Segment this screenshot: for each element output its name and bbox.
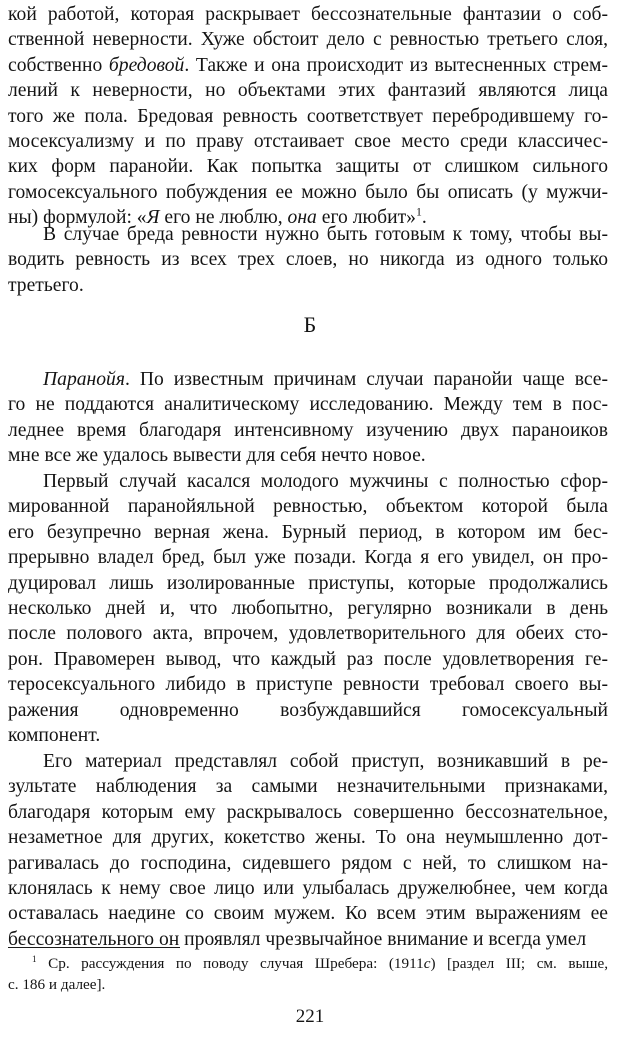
footnote-divider	[8, 947, 180, 948]
italic-run: Я	[146, 207, 160, 229]
text-line: третьего.	[8, 274, 84, 296]
text-line: В случае бреда ревности нужно быть готовым к тому, чтобы вы-	[43, 224, 608, 245]
text-line: ражения одновременно возбуждавшийся гомосексуальный	[8, 699, 608, 721]
section-heading: Б	[303, 312, 317, 337]
text-line: ственной неверности. Хуже обстоит дело с ревностью третьего слоя,	[8, 29, 608, 51]
text-line: компонент.	[8, 724, 101, 746]
footnote-marker: 1	[415, 205, 422, 219]
text-line: с. 186 и далее].	[8, 976, 106, 993]
text-line: бессознательного он проявлял чрезвычайное внимание и всегда умел	[8, 928, 587, 950]
text-line: мированной паранойяльной ревностью, объектом которой была	[8, 496, 608, 518]
italic-run: бредовой	[108, 54, 185, 76]
paragraph-2	[8, 222, 608, 298]
text-line: кой работой, которая раскрывает бессознательные фантазии о соб-	[8, 4, 608, 25]
text-line: Первый случай касался молодого мужчины с полностью сфор-	[43, 471, 608, 492]
text-line: Его материал представлял собой приступ, возникавший в ре-	[43, 751, 608, 772]
paragraph-4	[8, 469, 608, 748]
text-line: оставалась наедине со своим мужем. Ко всем этим выражениям ее	[8, 903, 608, 925]
page-number: 221	[295, 1006, 325, 1027]
italic-run: Паранойя	[43, 369, 125, 390]
text-line: прерывно владел бред, был уже позади. Когда я его увидел, он про-	[8, 547, 608, 569]
text-line: благодаря которым ему раскрывалось совершенно бессознательное,	[8, 801, 608, 823]
text-line: ких форм паранойи. Как попытка защиты от слишком сильного	[8, 156, 608, 178]
text-line: рагивалась до господина, сидевшего рядом с ней, то слишком на-	[8, 852, 608, 874]
paragraph-1	[8, 2, 608, 231]
text-line: собственно бредовой. Также и она происходит из вытесненных стрем-	[8, 54, 608, 76]
text-line: $^1$ Ср. рассуждения по поводу случая Шребера: (1911c) [раздел III; см. выше,	[32, 953, 608, 972]
text-line: незаметное для других, кокетство жены. То она неумышленно дот-	[8, 827, 608, 849]
footnote	[8, 953, 608, 995]
text-line: его безупречно верная жена. Бурный период, в котором им бес-	[8, 521, 608, 543]
text-line: го не поддаются аналитическому исследованию. Между тем в пос-	[8, 394, 608, 416]
text-line: несколько дней и, что любопытно, регулярно возникали в день	[8, 597, 608, 619]
text-line: гомосексуального побуждения ее можно было бы описать (у мужчи-	[8, 181, 608, 203]
text-line: дуцировал лишь изолированные приступы, которые продолжались	[8, 572, 608, 594]
text-line: водить ревность из всех трех слоев, но никогда из одного только	[8, 249, 608, 271]
text-line: лений к неверности, но объектами этих фантазий являются лица	[8, 80, 608, 102]
paragraph-3	[8, 367, 608, 469]
text-line: рон. Правомерен вывод, что каждый раз после удовлетворения ге-	[8, 648, 608, 670]
footnote-marker: 1	[32, 953, 37, 964]
text-line: Паранойя. По известным причинам случаи паранойи чаще все-	[43, 369, 608, 390]
text-line: после полового акта, впрочем, удовлетворительного для обеих сто-	[8, 623, 608, 645]
text-line: теросексуального либидо в приступе ревности требовал своего вы-	[8, 674, 608, 696]
italic-run: c	[423, 955, 431, 972]
text-line: ны) формулой: «Я его не люблю, она его любит»$^1$.	[8, 205, 427, 229]
text-line: мосексуализму и по праву отстаивает свое место среди классичес-	[8, 130, 608, 152]
paragraph-5	[8, 749, 608, 952]
text-line: клонялась к нему свое лицо или улыбалась дружелюбнее, чем когда	[8, 877, 608, 899]
text-line: того же пола. Бредовая ревность соответствует перебродившему го-	[8, 105, 608, 127]
text-line: мне все же удалось вывести для себя нечто новое.	[8, 445, 426, 467]
text-line: зультате наблюдения за самыми незначительными признаками,	[8, 776, 608, 798]
italic-run: она	[287, 207, 317, 229]
text-line: леднее время благодаря интенсивному изучению двух параноиков	[8, 419, 608, 441]
